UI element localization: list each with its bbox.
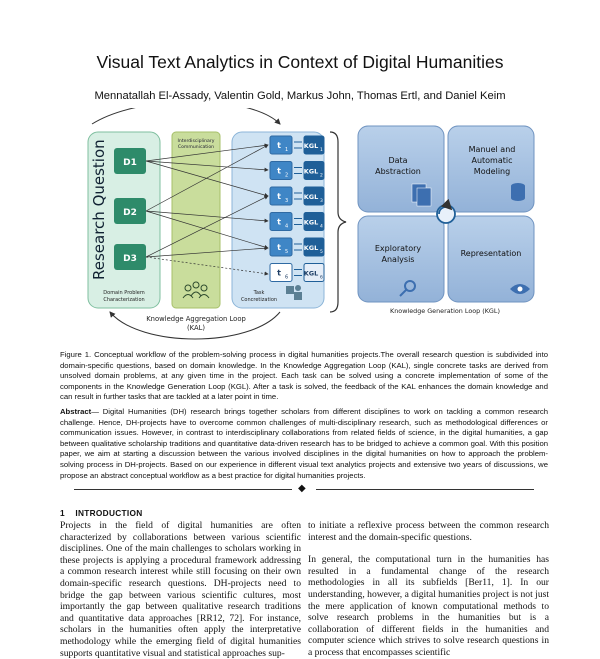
author-list: Mennatallah El-Assady, Valentin Gold, Markus John, Thomas Ertl, and Daniel Keim bbox=[94, 90, 506, 102]
column-right bbox=[308, 520, 549, 659]
kgl-label-4: KGL bbox=[303, 218, 319, 227]
task-sub-5: 5 bbox=[285, 249, 289, 255]
divider-diamond-icon: ◆ bbox=[298, 483, 306, 494]
section-title: INTRODUCTION bbox=[75, 508, 143, 518]
task-label-5: t bbox=[277, 243, 281, 252]
column-left bbox=[60, 520, 301, 659]
q2-line1: Manuel and bbox=[468, 145, 516, 154]
task-sub-3: 3 bbox=[285, 198, 289, 204]
kal-line2: (KAL) bbox=[186, 324, 206, 332]
task-caption-2: Concretization bbox=[240, 297, 278, 303]
q2-line3: Modeling bbox=[473, 167, 511, 176]
kgl-label-1: KGL bbox=[303, 142, 319, 150]
kgl-sub-1: 1 bbox=[320, 148, 323, 153]
abstract-label: Abstract bbox=[60, 407, 92, 416]
intro-paragraph-1: Projects in the field of digital humanities are often characterized by collaborations between various scientific disciplines. One of the main challenges to scholars working in these projects is applying a procedural framework addressing a common research interest while still focusing on their own domain-specific research questions. DH-projects need to bridge the gap between various scientific cultures, most importantly the gap between qualitative research traditions and quantitative data approaches [RR12, 72]. For instance, scholars in the humanities often apply the interpretative methodology while the emerging field of digital humanities supports quantitative visual and statistical approaches sup- bbox=[60, 520, 301, 659]
task-label-2: t bbox=[277, 166, 281, 176]
domain-d2-label: D2 bbox=[123, 208, 137, 218]
section-heading bbox=[60, 508, 143, 518]
kgl-sub-4: 4 bbox=[320, 224, 323, 230]
domain-caption-2: Characterization bbox=[103, 297, 145, 303]
task-sub-1: 1 bbox=[285, 147, 289, 153]
task-box-5 bbox=[270, 238, 292, 256]
task-box-3 bbox=[270, 187, 292, 205]
task-label-6: t bbox=[277, 268, 281, 278]
domain-caption-1: Domain Problem bbox=[103, 290, 145, 296]
kgl-sub-3: 3 bbox=[320, 199, 323, 204]
kgl-sub-5: 5 bbox=[320, 250, 323, 255]
kgl-label-5: KGL bbox=[303, 244, 319, 252]
q4-line1: Representation bbox=[460, 249, 522, 258]
q1-line2: Abstraction bbox=[375, 167, 421, 176]
abstract bbox=[60, 407, 548, 481]
cycle-icon bbox=[437, 205, 455, 223]
workflow-figure bbox=[40, 108, 562, 344]
task-box-2 bbox=[270, 162, 292, 180]
abstract-text: — Digital Humanities (DH) research brings together scholars from different disciplines to work on tackling a common research challenge. Hence, DH-projects have to overcome common challenges of multi-disciplinary research, such as methodological differences or communication issues. However, in contrast to interdisciplinary collaborations from related fields of science, in the digital humanities, a gap between qualitative scholarship traditions and quantitative data-driven research has to be bridged to achieve a common goal. With this position paper, we aim at starting a discussion between the various involved disciplines in the digital humanities on how to approach the problem-solving process in DH-projects. Based on our experience in different visual text analytics projects and extensive two years of discussions, we propose an abstract conceptual workflow as a best practice for digital humanities projects. bbox=[60, 407, 548, 480]
task-caption-1: Task bbox=[253, 290, 265, 296]
figure-caption: Figure 1. Conceptual workflow of the problem-solving process in digital humanities projects.The overall research question is subdivided into domain-specific questions, based on domain knowledge. In the Knowledge Aggregation Loop (KAL), single concrete tasks are derived from unsolved domain problems, at any given time in the project. Each task can be solved using a concrete implementation of some of the components in the Knowledge Generation Loop (KGL). After a task is solved, the feedback of the KAL enhances the domain knowledge and can result in further tasks that are tackled at a later point in time. bbox=[60, 350, 548, 402]
task-sub-6: 6 bbox=[285, 274, 289, 281]
inter-label-1: Interdisciplinary bbox=[177, 139, 215, 144]
intro-paragraph-cont: to initiate a reflexive process between the common research interest and the domain-specific questions. bbox=[308, 520, 549, 543]
task-label-4: t bbox=[277, 217, 281, 227]
task-label-1: t bbox=[277, 141, 281, 150]
task-sub-2: 2 bbox=[285, 172, 289, 179]
section-divider bbox=[60, 484, 548, 494]
q3-line2: Analysis bbox=[381, 255, 415, 264]
q3-line1: Exploratory bbox=[374, 244, 422, 253]
domain-d1-label: D1 bbox=[123, 158, 137, 168]
section-number: 1 bbox=[60, 508, 65, 518]
kgl-label-3: KGL bbox=[303, 193, 319, 201]
domain-d3-label: D3 bbox=[123, 254, 137, 264]
research-question-label: Research Question bbox=[90, 139, 108, 280]
q1-line1: Data bbox=[388, 156, 408, 165]
paper-title: Visual Text Analytics in Context of Digital Humanities bbox=[96, 52, 504, 72]
task-box-6 bbox=[270, 264, 292, 282]
kgl-caption: Knowledge Generation Loop (KGL) bbox=[390, 307, 500, 315]
top-loop-arc bbox=[92, 108, 280, 124]
inter-label-2: Communication bbox=[177, 145, 215, 150]
task-sub-4: 4 bbox=[285, 223, 289, 230]
task-label-3: t bbox=[277, 192, 281, 201]
task-box-1 bbox=[270, 136, 292, 154]
intro-paragraph-2: In general, the computational turn in the humanities has resulted in a fundamental change of the research methodologies in all its subfields [Ber11, 1]. In our understanding, however, a digital humanities project is not just the mere application of known computational methods to solve research problems in the humanities but is a collaboration of different fields in the humanities and computer science which strives to solve research questions in a process that encompasses scientific bbox=[308, 554, 550, 658]
kgl-label-6: KGL bbox=[303, 269, 319, 278]
kgl-label-2: KGL bbox=[303, 167, 319, 176]
brace bbox=[330, 132, 346, 312]
kal-line1: Knowledge Aggregation Loop bbox=[146, 315, 246, 323]
q2-line2: Automatic bbox=[471, 156, 513, 165]
task-box-4 bbox=[270, 213, 292, 231]
kgl-sub-2: 2 bbox=[320, 173, 323, 179]
kgl-sub-6: 6 bbox=[320, 275, 323, 281]
database-icon bbox=[511, 183, 525, 201]
